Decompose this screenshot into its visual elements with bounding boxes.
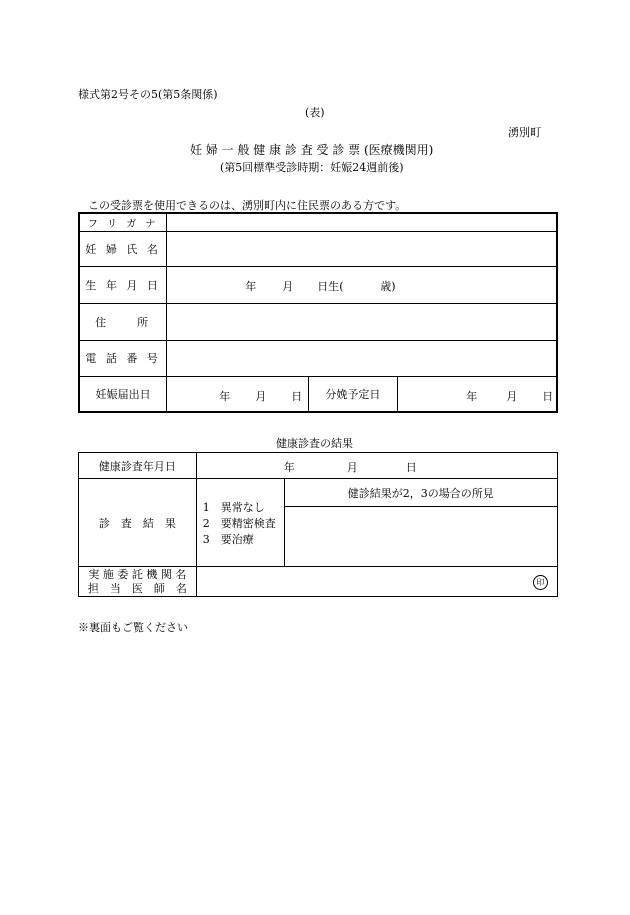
findings-label: 健診結果が2，3の場合の所見 <box>284 479 557 507</box>
birth-month-label: 月 <box>282 279 294 293</box>
phone-field[interactable] <box>167 340 557 376</box>
preg-day-label: 日 <box>291 389 303 403</box>
pregnancy-row <box>79 376 557 412</box>
exam-date-row <box>79 453 558 479</box>
phone-row <box>79 340 557 376</box>
eligibility-notice: この受診票を使用できるのは、湧別町内に住民票のある方です。 <box>88 199 407 212</box>
exam-month-label: 月 <box>346 461 358 474</box>
birth-day-label: 日生( <box>317 279 344 293</box>
due-date-field[interactable] <box>398 376 557 412</box>
exam-date-field[interactable] <box>196 453 557 479</box>
preg-year-label: 年 <box>219 389 231 403</box>
exam-result-row <box>79 479 558 507</box>
birth-year-label: 年 <box>245 279 257 293</box>
institution-label <box>79 567 197 597</box>
side-label: (表) <box>305 106 325 119</box>
seal-mark: 印 <box>533 575 548 590</box>
patient-info-table <box>78 212 558 413</box>
findings-field[interactable] <box>284 507 557 567</box>
furigana-row <box>79 213 557 231</box>
name-label: 妊 婦 氏 名 <box>79 231 167 266</box>
pregnancy-date-field[interactable] <box>167 376 308 412</box>
address-field[interactable] <box>167 303 557 340</box>
due-day-label: 日 <box>542 389 554 403</box>
address-row <box>79 303 557 340</box>
name-row <box>79 231 557 266</box>
form-number: 様式第2号その5(第5条関係) <box>78 88 218 101</box>
exam-date-label: 健康診査年月日 <box>79 453 197 479</box>
birth-row <box>79 266 557 303</box>
institution-row <box>79 567 558 597</box>
birth-label: 生 年 月 日 <box>79 266 167 303</box>
town-name: 湧別町 <box>508 126 541 139</box>
exam-result-label: 診 査 結 果 <box>79 479 197 567</box>
birth-age-label: 歳) <box>380 279 396 293</box>
option-no-abnormality[interactable]: 1 異常なし <box>202 501 265 514</box>
due-month-label: 月 <box>506 389 518 403</box>
phone-label: 電 話 番 号 <box>79 340 167 376</box>
exam-result-options[interactable] <box>196 479 284 567</box>
birth-field[interactable] <box>167 266 557 303</box>
institution-field[interactable] <box>196 567 557 597</box>
option-detailed-exam[interactable]: 2 要精密検査 <box>202 517 276 530</box>
pregnancy-label: 妊娠届出日 <box>79 376 167 412</box>
address-label: 住 所 <box>79 303 167 340</box>
results-heading: 健康診査の結果 <box>276 437 353 450</box>
footer-note: ※裏面もご覧ください <box>78 621 188 634</box>
due-label: 分娩予定日 <box>308 376 398 412</box>
due-year-label: 年 <box>466 389 478 403</box>
furigana-label: フ リ ガ ナ <box>79 213 167 231</box>
exam-year-label: 年 <box>283 461 295 474</box>
institution-label-line2: 担 当 医 師 名 <box>87 581 187 595</box>
name-field[interactable] <box>167 231 557 266</box>
institution-label-line1: 実 施 委 託 機 関 名 <box>88 567 187 581</box>
page-title: 妊 婦 一 般 健 康 診 査 受 診 票 (医療機関用) <box>190 143 434 157</box>
preg-month-label: 月 <box>255 389 267 403</box>
option-treatment[interactable]: 3 要治療 <box>202 533 254 546</box>
exam-day-label: 日 <box>405 461 417 474</box>
page-subtitle: (第5回標準受診時期：妊娠24週前後) <box>220 161 404 174</box>
furigana-field[interactable] <box>167 213 557 231</box>
results-table <box>78 452 558 597</box>
